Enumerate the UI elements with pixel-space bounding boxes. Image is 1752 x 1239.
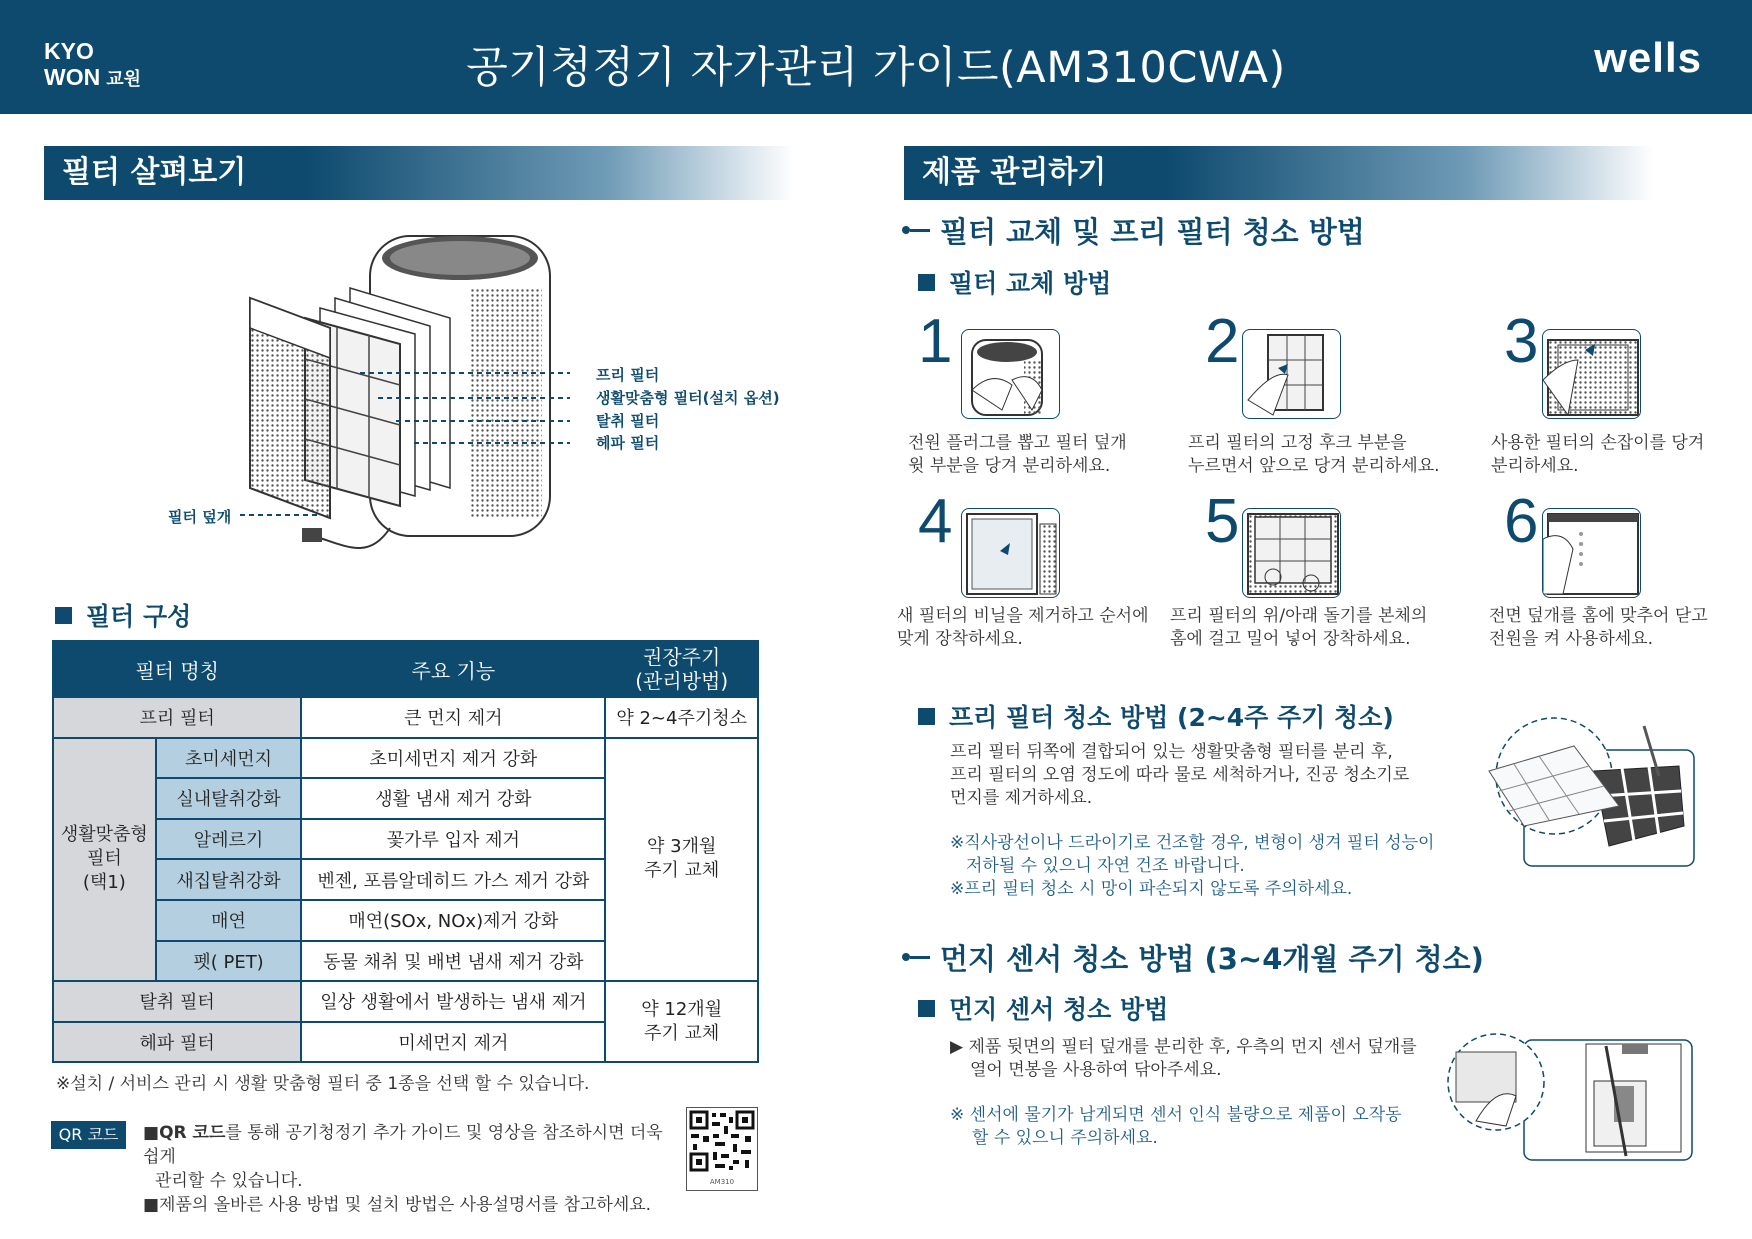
filter-config-table — [52, 640, 759, 1063]
table-row — [53, 738, 758, 779]
filter-config-title: 필터 구성 — [86, 602, 192, 631]
step-1-line2: 윗 부분을 당겨 분리하세요. — [908, 456, 1111, 476]
pre-note1-line2: 저하될 수 있으니 자연 건조 바랍니다. — [966, 856, 1245, 876]
sensor-line1: ▶ 제품 뒷면의 필터 덮개를 분리한 후, 우측의 먼지 센서 덮개를 — [950, 1037, 1417, 1057]
cell-deodor-name: 탈취 필터 — [53, 981, 301, 1022]
dust-sensor-heading — [902, 937, 1484, 978]
cell-group-name — [53, 738, 156, 982]
step-2-image — [1243, 330, 1341, 419]
cell-sub-name: 실내탈취강화 — [156, 778, 302, 819]
header-bar — [0, 0, 1752, 114]
pre-clean-illustration — [1484, 716, 1699, 871]
qr-code-badge: QR 코드 — [51, 1121, 126, 1149]
step-4-line1: 새 필터의 비닐을 제거하고 순서에 — [897, 606, 1149, 626]
step-6-line2: 전원을 켜 사용하세요. — [1489, 629, 1654, 649]
th-cycle-line2: (관리방법) — [635, 669, 729, 693]
group-cycle-line1: 약 3개월 — [647, 836, 717, 858]
pre-clean-note — [950, 832, 1434, 901]
cell-sub-func: 꽃가루 입자 제거 — [301, 819, 605, 860]
qr-line1-rest: 를 통해 공기청정기 추가 가이드 및 영상을 참조하시면 더욱 쉽게 — [143, 1123, 663, 1167]
step-5-image — [1243, 509, 1341, 598]
sensor-method-title: 먼지 센서 청소 방법 — [949, 995, 1169, 1024]
logo-won: WON — [44, 64, 101, 90]
table-footnote: ※설치 / 서비스 관리 시 생활 맞춤형 필터 중 1종을 선택 할 수 있습니다. — [56, 1074, 590, 1094]
th-cycle — [605, 641, 758, 697]
square-bullet-icon — [918, 274, 935, 291]
step-1-line1: 전원 플러그를 뽑고 필터 덮개 — [908, 433, 1127, 453]
cell-sub-func: 벤젠, 포름알데히드 가스 제거 강화 — [301, 859, 605, 900]
step-2-text — [1188, 432, 1440, 478]
pre-clean-line2: 프리 필터의 오염 정도에 따라 물로 세척하거나, 진공 청소기로 — [950, 765, 1410, 785]
pre-clean-line1: 프리 필터 뒤쪽에 결합되어 있는 생활맞춤형 필터를 분리 후, — [950, 742, 1393, 762]
step-1-text — [908, 432, 1127, 478]
step-5-line1: 프리 필터의 위/아래 돌기를 본체의 — [1170, 606, 1428, 626]
step-2-line1: 프리 필터의 고정 후크 부분을 — [1188, 433, 1407, 453]
qr-description — [143, 1121, 673, 1217]
pre-note2: ※프리 필터 청소 시 망이 파손되지 않도록 주의하세요. — [950, 879, 1353, 899]
step-6-illustration — [1542, 508, 1641, 598]
step-number: 2 — [1205, 307, 1240, 376]
label-hepa-filter: 헤파 필터 — [596, 434, 660, 452]
dust-sensor-illustration — [1446, 1026, 1699, 1164]
step-4-line2: 맞게 장착하세요. — [897, 629, 1023, 649]
cell-sub-name: 매연 — [156, 900, 302, 941]
replace-method-heading — [918, 264, 1111, 300]
th-filter-name: 필터 명칭 — [53, 641, 301, 697]
step-1-image — [962, 330, 1060, 419]
qr-line1: ■QR 코드를 통해 공기청정기 추가 가이드 및 영상을 참조하시면 더욱 쉽게 — [143, 1123, 663, 1167]
cell-long-cycle — [605, 981, 758, 1062]
step-4-illustration — [961, 508, 1060, 598]
sensor-note-line1: ※ 센서에 물기가 남게되면 센서 인식 불량으로 제품이 오작동 — [950, 1105, 1402, 1125]
group-line3: (택1) — [82, 872, 126, 894]
th-function: 주요 기능 — [301, 641, 605, 697]
step-6-text — [1489, 605, 1708, 651]
step-3-text — [1491, 432, 1704, 478]
qr-line1-bold: QR 코드 — [159, 1123, 226, 1143]
pre-clean-line3: 먼지를 제거하세요. — [950, 788, 1093, 808]
sensor-line2: 열어 면봉을 사용하여 닦아주세요. — [970, 1060, 1222, 1080]
step-3-illustration — [1542, 329, 1641, 419]
cell-pre-func: 큰 먼지 제거 — [301, 697, 605, 738]
step-number: 3 — [1504, 307, 1539, 376]
wells-logo: wells — [1594, 34, 1702, 81]
section-title-filter-overview: 필터 살펴보기 — [44, 146, 794, 200]
step-5-text — [1170, 605, 1427, 651]
cell-sub-name: 펫( PET) — [156, 941, 302, 982]
qr-code[interactable] — [686, 1107, 758, 1191]
cell-sub-name: 알레르기 — [156, 819, 302, 860]
cell-sub-func: 생활 냄새 제거 강화 — [301, 778, 605, 819]
group-line2: 필터 — [86, 848, 122, 870]
qr-line3: ■제품의 올바른 사용 방법 및 설치 방법은 사용설명서를 참고하세요. — [143, 1195, 652, 1215]
sensor-method-heading — [918, 990, 1168, 1026]
bullet-dot-icon — [902, 953, 910, 961]
long-cycle-line1: 약 12개월 — [641, 998, 723, 1020]
step-6-line1: 전면 덮개를 홈에 맞추어 닫고 — [1489, 606, 1708, 626]
cell-sub-name: 초미세먼지 — [156, 738, 302, 779]
dust-sensor-title: 먼지 센서 청소 방법 (3~4개월 주기 청소) — [940, 942, 1484, 976]
cell-sub-name: 새집탈취강화 — [156, 859, 302, 900]
replace-method-title: 필터 교체 방법 — [949, 269, 1112, 298]
label-pre-filter: 프리 필터 — [596, 366, 660, 384]
square-bullet-icon — [918, 1000, 935, 1017]
filter-replace-clean-heading — [902, 210, 1365, 251]
cell-deodor-func: 일상 생활에서 발생하는 냄새 제거 — [301, 981, 605, 1022]
page-title: 공기청정기 자가관리 가이드(AM310CWA) — [466, 43, 1286, 93]
section-title-product-care: 제품 관리하기 — [904, 146, 1654, 200]
step-5-line2: 홈에 걸고 밀어 넣어 장착하세요. — [1170, 629, 1411, 649]
pre-note1-line1: ※직사광선이나 드라이기로 건조할 경우, 변형이 생겨 필터 성능이 — [950, 833, 1435, 853]
group-cycle-line2: 주기 교체 — [644, 860, 720, 882]
filter-config-heading — [55, 597, 191, 633]
qr-code-icon — [687, 1108, 757, 1174]
qr-line2: 관리할 수 있습니다. — [155, 1171, 303, 1191]
table-header-row — [53, 641, 758, 697]
step-4-text — [897, 605, 1149, 651]
table-row — [53, 697, 758, 738]
cell-pre-name: 프리 필터 — [53, 697, 301, 738]
label-deodor-filter: 탈취 필터 — [596, 412, 660, 430]
cell-hepa-name: 헤파 필터 — [53, 1022, 301, 1063]
pre-clean-title: 프리 필터 청소 방법 (2~4주 주기 청소) — [949, 703, 1394, 732]
step-3-line1: 사용한 필터의 손잡이를 당겨 — [1491, 433, 1705, 453]
sensor-note — [950, 1104, 1402, 1150]
sensor-description — [950, 1036, 1417, 1082]
cell-hepa-func: 미세먼지 제거 — [301, 1022, 605, 1063]
step-4-image — [962, 509, 1060, 598]
cell-sub-func: 초미세먼지 제거 강화 — [301, 738, 605, 779]
group-line1: 생활맞춤형 — [60, 824, 148, 846]
long-cycle-line2: 주기 교체 — [644, 1022, 720, 1044]
logo-kyo: KYO — [44, 38, 94, 64]
cell-pre-cycle: 약 2~4주기청소 — [605, 697, 758, 738]
pre-clean-heading — [918, 698, 1394, 734]
step-number: 6 — [1504, 487, 1539, 556]
square-bullet-icon — [918, 708, 935, 725]
step-2-illustration — [1242, 329, 1341, 419]
sensor-note-line2: 할 수 있으니 주의하세요. — [972, 1128, 1158, 1148]
step-2-line2: 누르면서 앞으로 당겨 분리하세요. — [1188, 456, 1440, 476]
step-5-illustration — [1242, 508, 1341, 598]
th-cycle-line1: 권장주기 — [643, 645, 721, 669]
cell-sub-func: 매연(SOx, NOx)제거 강화 — [301, 900, 605, 941]
step-number: 5 — [1205, 487, 1240, 556]
pre-clean-description — [950, 741, 1409, 810]
step-3-line2: 분리하세요. — [1491, 456, 1579, 476]
step-number: 4 — [918, 487, 953, 556]
step-6-image — [1543, 509, 1641, 598]
step-1-illustration — [961, 329, 1060, 419]
label-filter-cover: 필터 덮개 — [168, 508, 232, 526]
logo-kr: 교원 — [106, 69, 141, 89]
filter-replace-clean-title: 필터 교체 및 프리 필터 청소 방법 — [940, 215, 1365, 249]
cell-group-cycle — [605, 738, 758, 982]
step-3-image — [1543, 330, 1641, 419]
label-custom-filter: 생활맞춤형 필터(설치 옵션) — [596, 389, 780, 407]
cell-sub-func: 동물 채취 및 배변 냄새 제거 강화 — [301, 941, 605, 982]
qr-caption: AM310 — [709, 1178, 735, 1186]
square-bullet-icon — [55, 607, 72, 624]
step-number: 1 — [918, 307, 953, 376]
table-row — [53, 981, 758, 1022]
bullet-dot-icon — [902, 226, 910, 234]
